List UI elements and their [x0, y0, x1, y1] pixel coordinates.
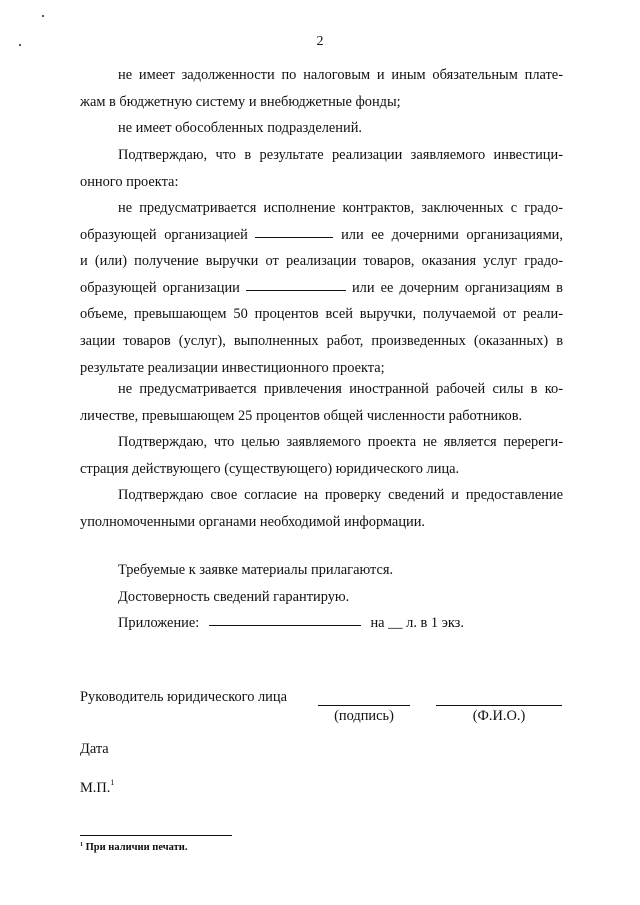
full-name-caption: (Ф.И.О.): [472, 708, 526, 724]
text-fragment: или ее дочерним организациям в: [351, 279, 563, 296]
accuracy-guarantee-text: Достоверность сведений гарантирую.: [118, 589, 350, 605]
text-line: личестве, превышающем 25 процентов общей численности работников.: [80, 407, 523, 424]
text-line: жам в бюджетную систему и внебюджетные фонды;: [80, 93, 401, 110]
paragraph-reregistration: [80, 429, 563, 482]
text-line: Подтверждаю, что целью заявляемого проекта не является перереги-: [118, 434, 563, 450]
fill-in-blank-organization: [246, 289, 346, 291]
paragraph-confirm-project: [80, 142, 563, 195]
page-number: 2: [316, 34, 324, 49]
footnote-text: При наличии печати.: [85, 842, 188, 853]
text-line: результате реализации инвестиционного проекта;: [80, 359, 385, 376]
text-line: уполномоченными органами необходимой информации.: [80, 513, 426, 530]
paragraph-consent: [80, 482, 563, 535]
text-line: страция действующего (существующего) юридического лица.: [80, 460, 460, 477]
attachment-suffix: на __ л. в 1 экз.: [370, 615, 464, 631]
signature-line: [318, 705, 410, 706]
stamp-place: [80, 778, 114, 797]
scan-speck: [42, 15, 44, 17]
head-of-legal-entity-label: Руководитель юридического лица: [80, 689, 287, 705]
text-fragment: или ее дочерними организациями,: [341, 226, 563, 243]
fill-in-blank-attachment: [209, 624, 361, 626]
text-line: онного проекта:: [80, 173, 179, 190]
footnote-mark: 1: [80, 842, 83, 848]
paragraph-no-debts: [80, 62, 563, 115]
text-line: Подтверждаю, что в результате реализации заявляемого инвестици-: [118, 147, 563, 163]
signature-caption: (подпись): [334, 708, 394, 724]
paragraph-foreign-labor: [80, 376, 563, 429]
stamp-label: М.П.: [80, 780, 111, 796]
text-line: и (или) получение выручки от реализации товаров, оказания услуг градо-: [80, 253, 563, 270]
attachment-line: [118, 615, 464, 632]
footnote-reference: 1: [110, 778, 115, 787]
text-line-with-blank: [80, 275, 563, 302]
date-label: Дата: [80, 741, 109, 757]
text-fragment: образующей организацией: [80, 226, 248, 243]
text-line: Подтверждаю свое согласие на проверку сведений и предоставление: [118, 487, 563, 503]
text-line: объеме, превышающем 50 процентов всей выручки, получаемой от реали-: [80, 306, 563, 323]
text-line: зации товаров (услуг), выполненных работ, произведенных (оказанных) в: [80, 332, 563, 349]
materials-attached-text: Требуемые к заявке материалы прилагаются.: [118, 562, 394, 578]
footnote: [80, 842, 187, 853]
text-line-with-blank: [80, 222, 563, 249]
text-line: не предусматривается привлечения иностранной рабочей силы в ко-: [118, 381, 563, 397]
attachment-label: Приложение:: [118, 615, 200, 631]
footnote-divider: [80, 835, 232, 836]
paragraph-no-branches: [80, 115, 563, 142]
fill-in-blank-organization: [255, 236, 333, 238]
paragraph-contracts: [80, 195, 563, 381]
full-name-line: [436, 705, 562, 706]
text-line: не имеет задолженности по налоговым и иным обязательным плате-: [118, 67, 563, 83]
text-fragment: образующей организации: [80, 279, 240, 296]
text-line: не имеет обособленных подразделений.: [118, 120, 362, 136]
text-line: не предусматривается исполнение контрактов, заключенных с градо-: [118, 200, 563, 216]
